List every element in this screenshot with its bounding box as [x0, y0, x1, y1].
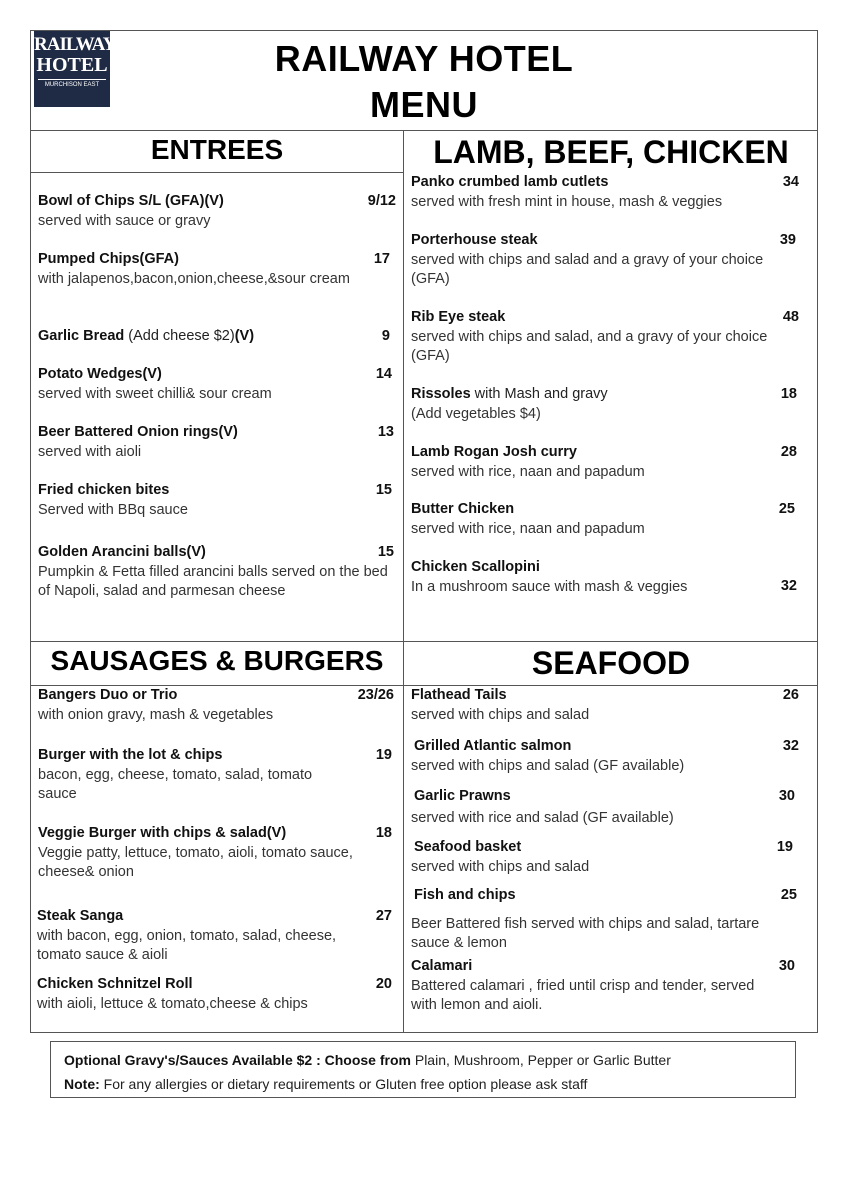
menu-item [38, 192, 396, 231]
item-price: 15 [375, 482, 392, 498]
item-description: served with chips and salad, and a gravy of your choice (GFA) [411, 328, 768, 364]
item-name: Garlic Bread [38, 328, 125, 344]
item-name-suffix: (V) [234, 328, 255, 344]
item-price: 34 [782, 174, 799, 190]
item-description: served with rice, naan and papadum [411, 520, 645, 537]
section-title-mains: LAMB, BEEF, CHICKEN [433, 134, 789, 170]
section-title-entrees: ENTREES [150, 134, 284, 165]
divider-mid [30, 641, 818, 642]
item-price: 20 [375, 976, 392, 992]
item-description: served with chips and salad and a gravy of your choice (GFA) [411, 251, 764, 287]
logo-line2: HOTEL [36, 54, 108, 76]
item-name: Bowl of Chips S/L (GFA)(V) [38, 193, 224, 209]
item-name: Fish and chips [414, 887, 516, 903]
item-price: 18 [780, 386, 797, 402]
menu-item [37, 907, 392, 966]
item-name: Fried chicken bites [38, 482, 170, 498]
menu-item [38, 543, 396, 602]
footer-note-line [64, 1072, 795, 1096]
item-name: Potato Wedges(V) [38, 366, 162, 382]
item-name: Porterhouse steak [411, 232, 538, 248]
item-description: Battered calamari , fried until crisp and tender, served with lemon and aioli. [411, 977, 755, 1013]
item-name: Rissoles [411, 386, 471, 402]
menu-item [411, 838, 793, 877]
item-description: served with sweet chilli& sour cream [38, 385, 272, 402]
item-price: 25 [778, 501, 795, 517]
item-name: Beer Battered Onion rings(V) [38, 424, 238, 440]
item-price: 9/12 [367, 193, 396, 209]
menu-item [411, 957, 795, 1016]
item-name: Bangers Duo or Trio [38, 687, 178, 703]
item-note: (Add cheese $2) [124, 328, 235, 344]
page-subtitle: MENU [370, 84, 478, 125]
item-price: 27 [375, 908, 392, 924]
divider-header [30, 130, 818, 131]
item-description: with bacon, egg, onion, tomato, salad, cheese, tomato sauce & aioli [37, 927, 337, 963]
menu-item [411, 443, 797, 482]
logo-line1: RAILWAY [34, 34, 116, 55]
item-name: Lamb Rogan Josh curry [411, 444, 577, 460]
item-price: 48 [782, 309, 799, 325]
item-name: Butter Chicken [411, 501, 515, 517]
item-description: served with chips and salad (GF available) [411, 757, 685, 774]
page-title: RAILWAY HOTEL [274, 38, 574, 79]
section-title-sausages: SAUSAGES & BURGERS [50, 645, 384, 676]
item-price: 23/26 [357, 687, 394, 703]
item-price: 14 [375, 366, 392, 382]
item-name: Garlic Prawns [414, 788, 511, 804]
item-description: served with rice, naan and papadum [411, 463, 645, 480]
item-name: Calamari [411, 958, 473, 974]
item-name: Golden Arancini balls(V) [38, 544, 206, 560]
menu-item [38, 824, 392, 883]
item-price: 25 [780, 887, 797, 903]
divider-center [403, 130, 404, 1033]
menu-item [411, 558, 797, 597]
item-price: 30 [778, 958, 795, 974]
item-price: 28 [780, 444, 797, 460]
menu-item [411, 737, 799, 776]
item-description: served with chips and salad [411, 858, 590, 875]
item-name: Veggie Burger with chips & salad(V) [38, 825, 287, 841]
footer-sauces-options: Plain, Mushroom, Pepper or Garlic Butter [410, 1052, 671, 1068]
menu-item [411, 231, 796, 290]
item-name: Rib Eye steak [411, 309, 506, 325]
item-price: 15 [377, 544, 394, 560]
menu-item [411, 308, 799, 367]
item-description: In a mushroom sauce with mash & veggies [411, 578, 688, 595]
item-price: 32 [780, 578, 797, 594]
item-name: Seafood basket [414, 839, 522, 855]
menu-item [38, 686, 394, 725]
menu-item [38, 327, 390, 347]
menu-item [38, 423, 394, 462]
divider-entrees-title [30, 172, 404, 173]
item-price: 32 [782, 738, 799, 754]
footer-note-text: For any allergies or dietary requirements or Gluten free option please ask staff [99, 1076, 588, 1092]
item-description: Served with BBq sauce [38, 501, 188, 518]
item-description: bacon, egg, cheese, tomato, salad, tomato sauce [38, 766, 313, 802]
item-description: with aioli, lettuce & tomato,cheese & chips [37, 995, 308, 1012]
item-description: with jalapenos,bacon,onion,cheese,&sour cream [38, 270, 350, 287]
item-name: Chicken Schnitzel Roll [37, 976, 193, 992]
menu-item [37, 975, 392, 1014]
item-price: 13 [377, 424, 394, 440]
menu-item [411, 385, 797, 424]
section-title-seafood: SEAFOOD [531, 645, 691, 681]
item-price: 19 [776, 839, 793, 855]
item-description: Beer Battered fish served with chips and salad, tartare sauce & lemon [411, 915, 760, 951]
item-description: Veggie patty, lettuce, tomato, aioli, tomato sauce, cheese& onion [38, 844, 353, 880]
item-price: 19 [375, 747, 392, 763]
logo-line3: MURCHISON EAST [38, 79, 106, 89]
menu-item [411, 500, 795, 539]
item-price: 17 [373, 251, 390, 267]
menu-item [411, 686, 799, 725]
item-price: 9 [381, 328, 390, 344]
item-description: with onion gravy, mash & vegetables [38, 706, 274, 723]
item-description: served with fresh mint in house, mash & veggies [411, 193, 723, 210]
menu-item [411, 173, 799, 212]
item-price: 30 [778, 788, 795, 804]
menu-item [38, 746, 392, 805]
item-name: Panko crumbed lamb cutlets [411, 174, 609, 190]
menu-item [38, 365, 392, 404]
item-price: 39 [779, 232, 796, 248]
footer-notice [50, 1041, 796, 1098]
item-note: with Mash and gravy [470, 386, 608, 402]
item-name: Pumped Chips(GFA) [38, 251, 179, 267]
item-name: Grilled Atlantic salmon [414, 738, 572, 754]
footer-sauces-line [64, 1048, 795, 1072]
menu-item [38, 481, 392, 520]
footer-note-label: Note: [64, 1076, 100, 1092]
menu-item [38, 250, 390, 289]
item-name: Burger with the lot & chips [38, 747, 223, 763]
item-description: served with rice and salad (GF available) [411, 809, 674, 826]
menu-item [411, 787, 795, 828]
item-description: served with aioli [38, 443, 142, 460]
item-description: Pumpkin & Fetta filled arancini balls served on the bed of Napoli, salad and parmesan cheese [38, 563, 388, 599]
menu-item [411, 886, 797, 954]
item-description: served with sauce or gravy [38, 212, 211, 229]
item-name: Chicken Scallopini [411, 559, 540, 575]
item-description: served with chips and salad [411, 706, 590, 723]
item-name: Flathead Tails [411, 687, 507, 703]
item-price: 26 [782, 687, 799, 703]
item-name: Steak Sanga [37, 908, 124, 924]
item-description: (Add vegetables $4) [411, 405, 541, 422]
item-price: 18 [375, 825, 392, 841]
footer-sauces-label: Optional Gravy's/Sauces Available $2 : Choose from [64, 1052, 411, 1068]
